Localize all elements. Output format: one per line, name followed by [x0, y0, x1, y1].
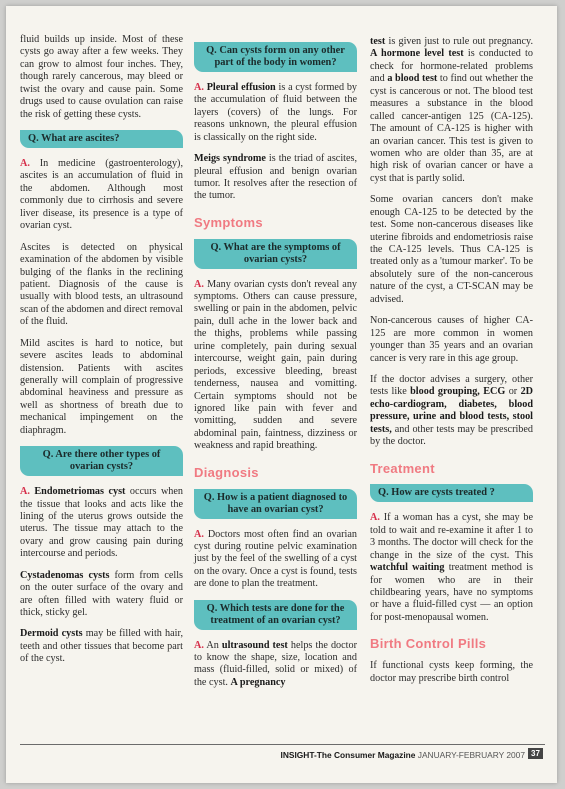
surgery-tests-paragraph	[370, 374, 533, 449]
paragraph-text: If the doctor advises a surgery, other tests like	[370, 373, 533, 398]
dermoid-paragraph	[20, 628, 183, 665]
page-number: 37	[528, 748, 543, 759]
answer-text: If a woman has a cyst, she may be told to wait and re-examine it after 1 to 3 months. The doctor will check for the change in the size of the cyst. This	[370, 512, 534, 561]
paragraph-text: form from cells on the outer surface of the ovary and are often filled with watery fluid or thick, sticky gel.	[20, 569, 183, 619]
question-tests: Q. Which tests are done for the treatment of an ovarian cyst?	[194, 600, 357, 630]
answer-text: An	[206, 639, 219, 651]
answer-text: Many ovarian cysts don't reveal any symptoms. Others can cause pressure, swelling or pain in the abdomen, pelvic pain, dull ache in the lower back and the thighs, problems while passing urine completely, pain during sexual intercourse, weight gain, pain during periods, excessive bleeding, breast tenderness, nausea and vomitting. Certain symptoms should not be ignored like pain with fever and vomitting, sudden and severe abdominal pain, faintness, dizziness or weakness and rapid breathing.	[194, 278, 358, 452]
paragraph-text: is conducted to check for hormone-related problems and	[370, 48, 533, 85]
column-2	[194, 36, 357, 698]
paragraph-text: to find out whether the cyst is cancerous or not. The blood test measures a substance in the blood called cancer-antigen 125 (CA-125). The amount of CA-125 is higher with an ovarian cancer. This test is given to women who are older than 35, are at high risk of ovarian cancer or have a cyst that is partly solid.	[370, 73, 534, 184]
question-other-body-parts: Q. Can cysts form on any other part of the body in women?	[194, 42, 357, 72]
meigs-paragraph	[194, 153, 357, 203]
term-endometriomas: Endometriomas cyst	[34, 486, 126, 498]
ascites-symptoms-paragraph: Mild ascites is hard to notice, but severe ascites leads to abdominal distension. Patients with ascites generally will complain of progressive abdominal heaviness and pressure as well as shortness of breath due to mechanical impingement on the diaphragm.	[20, 337, 183, 436]
section-heading-treatment: Treatment	[370, 460, 435, 476]
question-symptoms: Q. What are the symptoms of ovarian cysts?	[194, 239, 357, 269]
answer-other-types	[20, 486, 183, 561]
term-watchful-waiting: watchful waiting	[370, 562, 445, 574]
section-heading-diagnosis: Diagnosis	[194, 464, 259, 480]
term-other-tests: 2D echo-cardiogram, diabetes, blood pressure, urine and blood tests, stool tests,	[370, 386, 534, 435]
term-pleural-effusion: Pleural effusion	[206, 81, 276, 93]
issue-date: JANUARY-FEBRUARY 2007	[417, 750, 525, 760]
term-meigs: Meigs syndrome	[194, 153, 266, 165]
term-blood-grouping: blood grouping, ECG	[410, 386, 506, 398]
ca125-paragraph: Some ovarian cancers don't make enough CA-125 to be detected by the test. Some non-cancerous diseases like uterine fibroids and endometriosis raise the CA-125 levels. Thus CA-125 is treated only as a 'tumour marker'. To be absolutely sure of the non-cancerous nature of the cyst, a CT-SCAN may be advised.	[370, 194, 533, 305]
non-cancerous-causes-paragraph: Non-cancerous causes of higher CA-125 are more common in women younger than 35 years and an ovarian cancer is very rare in this age group.	[370, 315, 533, 364]
birth-control-paragraph: If functional cysts keep forming, the doctor may prescribe birth control	[370, 660, 533, 684]
answer-pleural-effusion	[194, 82, 357, 144]
question-ascites: Q. What are ascites?	[20, 130, 183, 148]
answer-symptoms	[194, 279, 357, 453]
term-pregnancy: A pregnancy	[230, 676, 286, 688]
answer-ascites	[20, 158, 183, 233]
intro-paragraph: fluid builds up inside. Most of these cysts go away after a few weeks. They can grow to almost four inches. They, though rarely cancerous, may bleed or twist the ovary and cause pain. Some drugs used to cause ovulation can raise the risk of getting these cysts.	[20, 34, 183, 120]
answer-marker: A.	[194, 278, 204, 290]
answer-marker: A.	[20, 486, 30, 498]
footer-rule	[20, 744, 545, 745]
answer-marker: A.	[370, 512, 380, 524]
paragraph-text: is the triad of ascites, pleural effusion and benign ovarian tumor. It resolves after the resection of the tumor.	[194, 153, 358, 202]
term-ultrasound: ultrasound test	[221, 639, 288, 651]
answer-treated	[370, 512, 533, 624]
term-blood-test: a blood test	[387, 73, 438, 85]
answer-text: helps the doctor to know the shape, size, location and mass (fluid-filled, solid or mixed) of the cyst.	[194, 639, 357, 688]
tests-continued-paragraph	[370, 36, 533, 185]
paragraph-text: is given just to rule out pregnancy.	[388, 36, 533, 47]
section-heading-symptoms: Symptoms	[194, 214, 263, 230]
magazine-page	[6, 6, 557, 783]
question-diagnosed: Q. How is a patient diagnosed to have an ovarian cyst?	[194, 489, 357, 519]
paragraph-text: and other tests may be prescribed by the doctor.	[370, 423, 533, 448]
answer-text: is a cyst formed by the accumulation of fluid between the layers (covers) of the lungs. For reasons unknown, the pleural effusion is classically on the right side.	[194, 81, 358, 143]
answer-text: occurs when the tissue that looks and acts like the lining of the uterus grows outside the uterus. The tissue may attach to the ovary and grow causing pain during intercourse and periods.	[20, 486, 184, 560]
column-1	[20, 34, 183, 675]
answer-diagnosed	[194, 529, 357, 591]
answer-marker: A.	[194, 81, 204, 93]
term-cystadenomas: Cystadenomas cysts	[20, 569, 110, 581]
term-hormone-test: A hormone level test	[370, 48, 464, 60]
term-test: test	[370, 36, 386, 47]
answer-text: treatment method is for women who are in their childbearing years, have no symptoms or have a fluid-filled cyst — an option for post-menopausal women.	[370, 562, 533, 623]
paragraph-text: or	[508, 386, 518, 398]
question-other-types: Q. Are there other types of ovarian cysts?	[20, 446, 183, 476]
magazine-name: INSIGHT-The Consumer Magazine	[280, 750, 416, 760]
answer-marker: A.	[194, 639, 204, 651]
column-3	[370, 36, 533, 694]
answer-marker: A.	[194, 528, 204, 540]
question-treated: Q. How are cysts treated ?	[370, 484, 533, 502]
cystadenomas-paragraph	[20, 570, 183, 620]
answer-text: In medicine (gastroenterology), ascites is an accumulation of fluid in the abdomen. Although most commonly due to cirrhosis and severe liver disease, its presence is a type of ovarian cyst.	[20, 158, 183, 232]
section-heading-birth-control: Birth Control Pills	[370, 636, 487, 652]
footer-magazine-info	[281, 750, 526, 760]
term-dermoid: Dermoid cysts	[20, 628, 83, 640]
answer-tests	[194, 640, 357, 690]
answer-marker: A.	[20, 158, 30, 170]
answer-text: Doctors most often find an ovarian cyst during routine pelvic examination just by the feel of the swelling of a cyst on the ovary. Once a cyst is found, tests are done to plan the treatment.	[194, 528, 357, 590]
ascites-detection-paragraph: Ascites is detected on physical examination of the abdomen by visible bulging of the flanks in the reclining patient. Diagnosis of the cause is usually with blood tests, an ultrasound scan of the abdomen and direct removal of the fluid.	[20, 241, 183, 328]
paragraph-text: may be filled with hair, teeth and other tissues that become part of the cyst.	[20, 628, 183, 665]
